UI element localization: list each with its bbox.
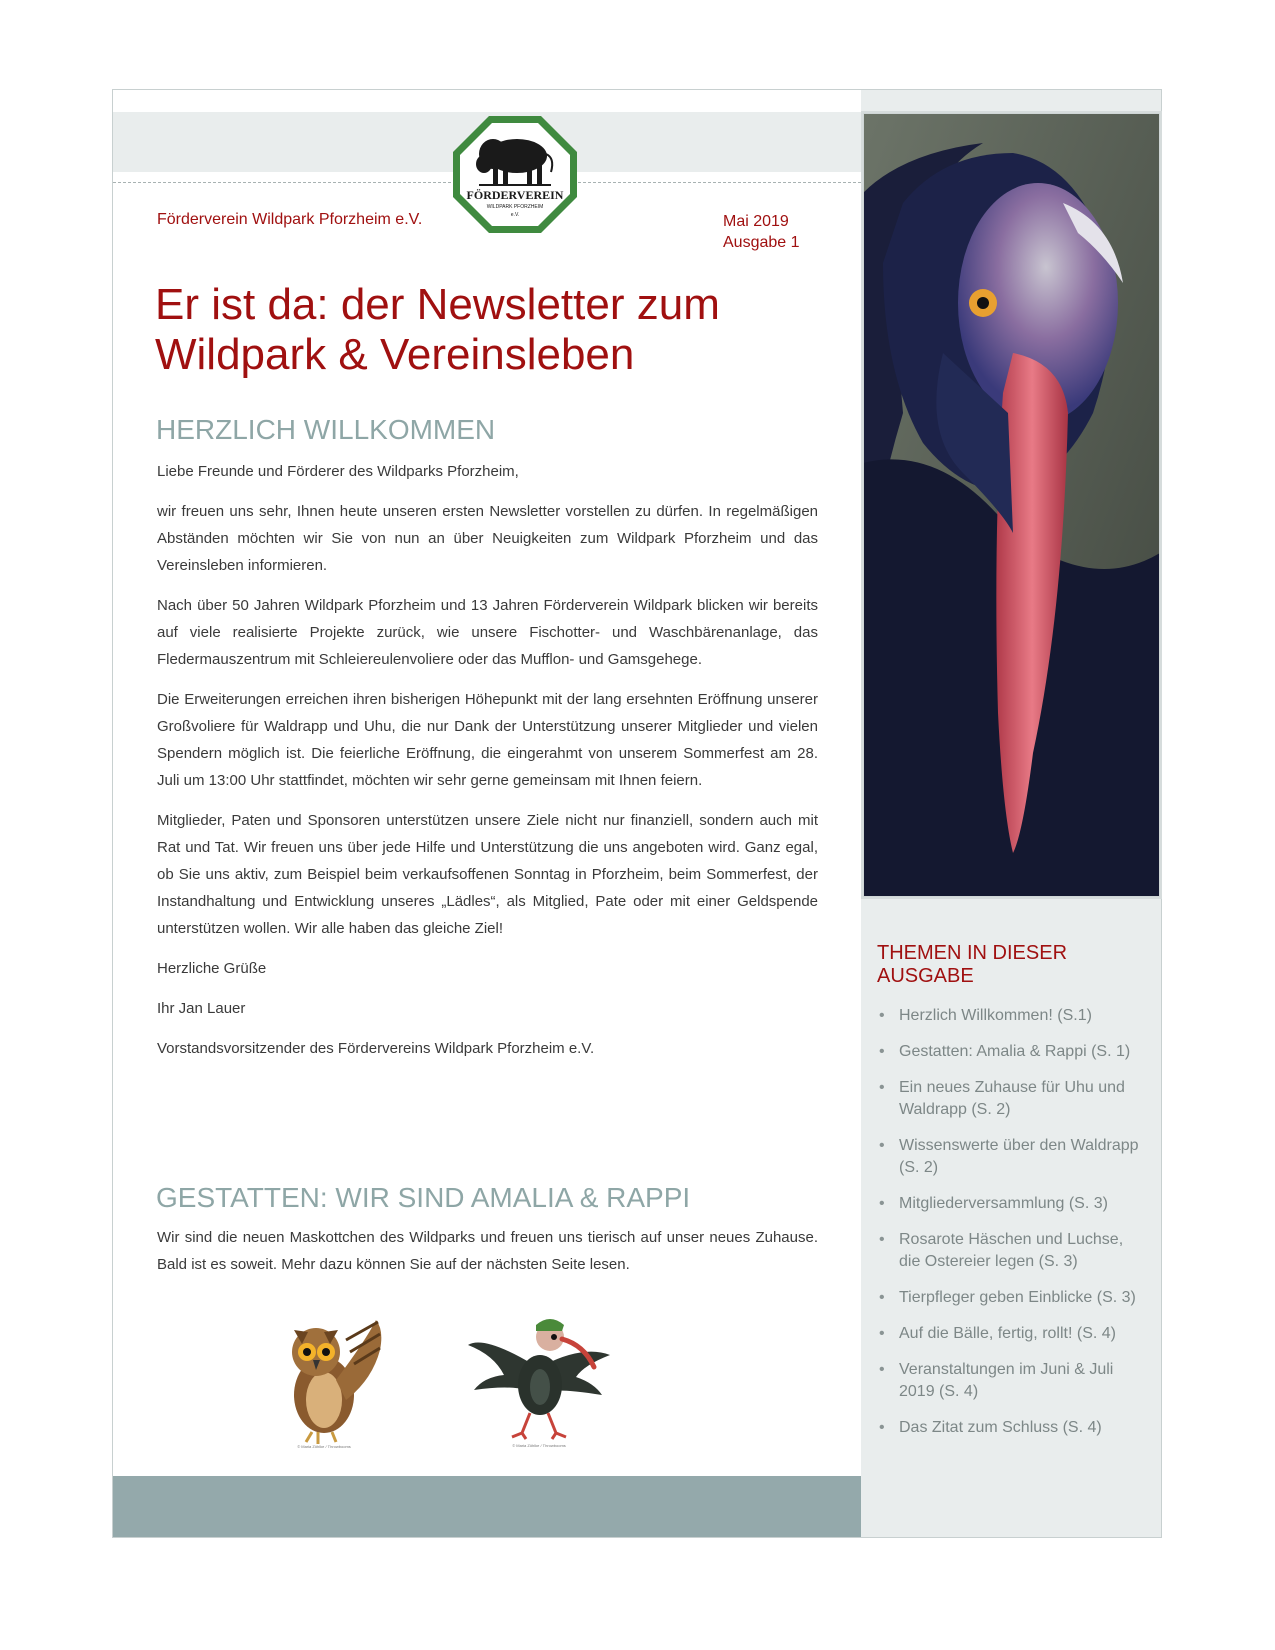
welcome-signature-role: Vorstandsvorsitzender des Fördervereins Wildpark Pforzheim e.V. xyxy=(157,1040,595,1057)
amalia-paragraph: Wir sind die neuen Maskottchen des Wildparks und freuen uns tierisch auf unser neues Zuhause. Bald ist es soweit. Mehr dazu können Sie auf der nächsten Seite lesen. xyxy=(157,1229,818,1273)
owl-credit: © Maria Zöhlke / Throwbooms xyxy=(297,1444,351,1449)
welcome-paragraph: wir freuen uns sehr, Ihnen heute unseren ersten Newsletter vorstellen zu dürfen. In regelmäßigen Abständen möchten wir Sie von nun an über Neuigkeiten zum Wildpark Pforzheim und das Vereinsleben informieren. xyxy=(157,503,818,574)
ibis-credit: © Maria Zöhlke / Throwbooms xyxy=(512,1443,566,1448)
amalia-body xyxy=(157,1224,818,1291)
welcome-paragraph: Mitglieder, Paten und Sponsoren unterstützen unsere Ziele nicht nur finanziell, sondern auch mit Rat und Tat. Wir freuen uns über jede Hilfe und Unterstützung die uns angeboten wird. Ganz egal, ob Sie uns aktiv, zum Beispiel beim verkaufsoffenen Sonntag in Pforzheim, beim Sommerfest, der Instandhaltung und Entwicklung unseres „Lädles“, als Mitglied, Pate oder mit einer Geldspende unterstützen wollen. Wir alle haben das gleiche Ziel! xyxy=(157,812,818,937)
toc-item: • Tierpfleger geben Einblicke (S. 3) xyxy=(877,1287,1147,1309)
toc-item: • Rosarote Häschen und Luchse, die Ostereier legen (S. 3) xyxy=(877,1229,1147,1273)
issue-date: Mai 2019 xyxy=(723,213,789,230)
toc-item: • Gestatten: Amalia & Rappi (S. 1) xyxy=(877,1041,1147,1063)
welcome-body xyxy=(157,458,818,1075)
toc-item: • Auf die Bälle, fertig, rollt! (S. 4) xyxy=(877,1323,1147,1345)
welcome-paragraph: Nach über 50 Jahren Wildpark Pforzheim und 13 Jahren Förderverein Wildpark blicken wir bereits auf viele realisierte Projekte zurück, wie unsere Fischotter- und Waschbärenanlage, das Fledermauszentrum mit Schleiereulenvoliere oder das Mufflon- und Gamsgehege. xyxy=(157,597,818,668)
issue-number: Ausgabe 1 xyxy=(723,234,800,251)
org-name: Förderverein Wildpark Pforzheim e.V. xyxy=(157,211,423,228)
footer-band xyxy=(113,1476,861,1537)
welcome-greeting: Herzliche Grüße xyxy=(157,960,267,977)
toc-item: • Ein neues Zuhause für Uhu und Waldrapp (S. 2) xyxy=(877,1077,1147,1121)
toc-item: • Veranstaltungen im Juni & Juli 2019 (S. 4) xyxy=(877,1359,1147,1403)
toc-list xyxy=(877,1005,1147,1453)
welcome-section-title: HERZLICH WILLKOMMEN xyxy=(156,414,496,445)
waldrapp-photo-icon xyxy=(863,113,1160,897)
welcome-paragraph: Liebe Freunde und Förderer des Wildparks Pforzheim, xyxy=(157,463,519,480)
amalia-section-title: GESTATTEN: WIR SIND AMALIA & RAPPI xyxy=(156,1182,691,1213)
owl-mascot-icon xyxy=(276,1300,396,1450)
bison-logo-icon xyxy=(451,114,579,235)
logo-text-main: FÖRDERVEREIN xyxy=(466,188,564,202)
logo-text-sub: WILDPARK PFORZHEIM xyxy=(486,204,544,210)
toc-item: • Das Zitat zum Schluss (S. 4) xyxy=(877,1417,1147,1439)
toc-item: • Wissenswerte über den Waldrapp (S. 2) xyxy=(877,1135,1147,1179)
issue-info xyxy=(723,211,800,253)
toc-item: • Mitgliederversammlung (S. 3) xyxy=(877,1193,1147,1215)
logo-text-ev: e.V. xyxy=(510,212,520,218)
toc-title: THEMEN IN DIESER AUSGABE xyxy=(877,942,1068,987)
welcome-signature: Ihr Jan Lauer xyxy=(157,1000,246,1017)
ibis-mascot-icon xyxy=(464,1305,614,1450)
welcome-paragraph: Die Erweiterungen erreichen ihren bisherigen Höhepunkt mit der lang ersehnten Eröffnung unserer Großvoliere für Waldrapp und Uhu, die nur Dank der Unterstützung unserer Mitglieder und vielen Spendern möglich ist. Die feierliche Eröffnung, die eingerahmt von unserem Sommerfest am 28. Juli um 13:00 Uhr stattfindet, möchten wir sehr gerne gemeinsam mit Ihnen feiern. xyxy=(157,691,818,789)
newsletter-headline: Er ist da: der Newsletter zum Wildpark & Vereinsleben xyxy=(155,280,720,379)
toc-item: • Herzlich Willkommen! (S.1) xyxy=(877,1005,1147,1027)
